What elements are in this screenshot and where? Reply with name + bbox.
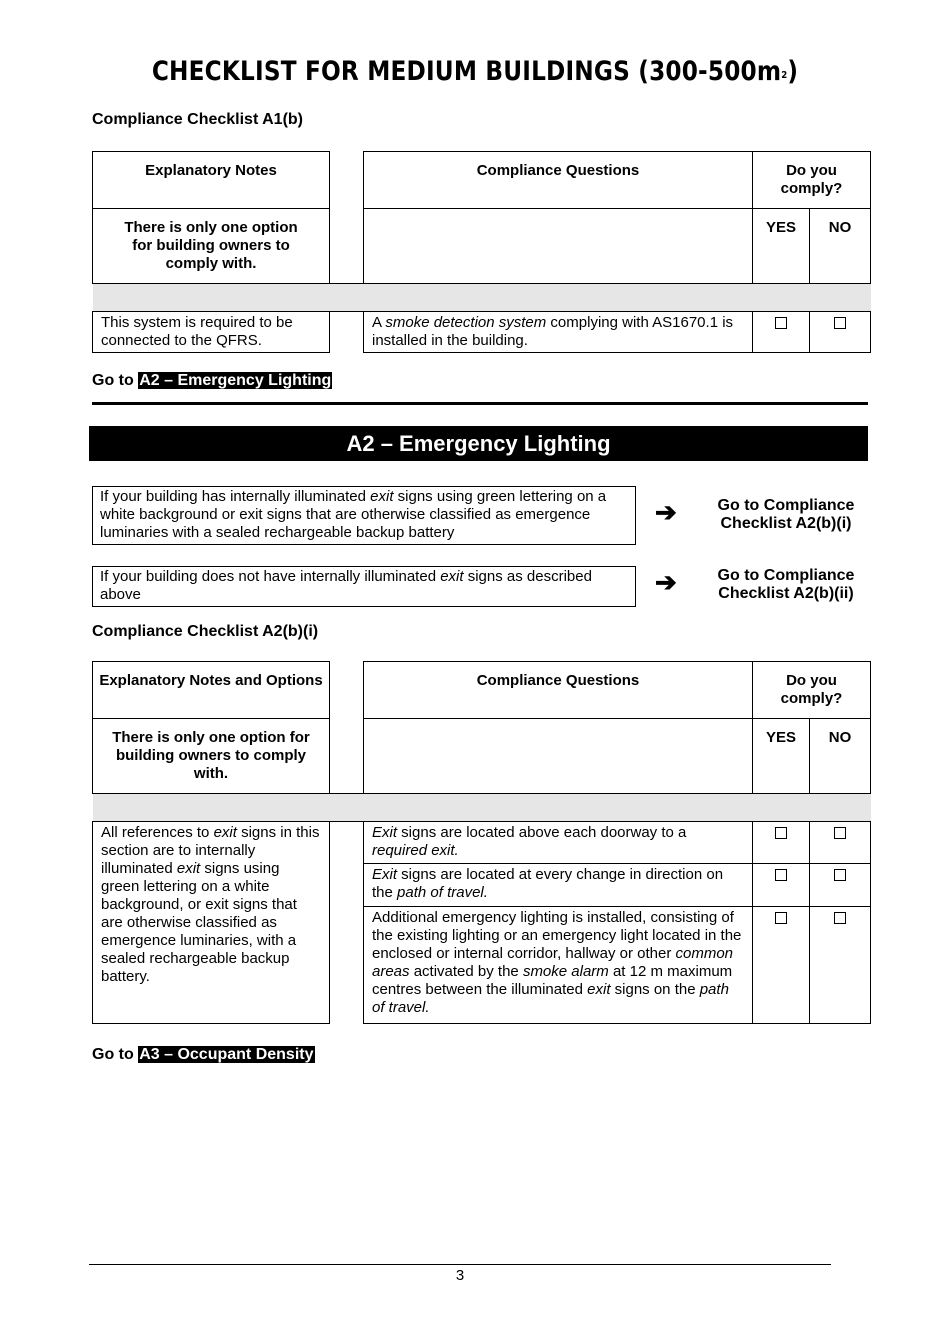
header-do-you-comply: Do you comply? [753, 152, 871, 209]
page-title: CHECKLIST FOR MEDIUM BUILDINGS $(300-500m^2)$ [151, 56, 799, 87]
condition-box-1: If your building has internally illuminated exit signs using green lettering on a white background or exit signs that are otherwise classified as emergence luminaries with a sealed rechargeable backup battery [92, 486, 636, 545]
section-banner: A2 – Emergency Lighting [89, 426, 868, 461]
no-checkbox[interactable] [834, 912, 846, 924]
no-label: NO [810, 719, 871, 794]
no-checkbox[interactable] [834, 827, 846, 839]
row-note: This system is required to be connected to the QFRS. [93, 312, 330, 353]
question-3: Additional emergency lighting is installed, consisting of the existing lighting or an emergency light located in the enclosed or internal corridor, hallway or other common areas activated by the smoke alarm at 12 m maximum centres between the illuminated exit signs on the path of travel. [364, 907, 753, 1024]
row-question: A smoke detection system complying with AS1670.1 is installed in the building. [364, 312, 753, 353]
page-number: 3 [455, 1267, 465, 1284]
header-explanatory-notes: Explanatory Notes [93, 152, 330, 209]
section-heading-a2bi: Compliance Checklist A2(b)(i) [92, 623, 319, 640]
question-2: Exit signs are located at every change in direction on the path of travel. [364, 864, 753, 907]
yes-label: YES [753, 209, 810, 284]
section-divider [92, 402, 868, 405]
arrow-right-icon: ➔ [655, 497, 677, 527]
goto-checklist-a2bii[interactable]: Go to Compliance Checklist A2(b)(ii) [717, 567, 855, 602]
yes-checkbox[interactable] [775, 869, 787, 881]
goto-link-a2[interactable]: Go to A2 – Emergency Lighting [92, 372, 332, 389]
no-label: NO [810, 209, 871, 284]
header-compliance-questions: Compliance Questions [364, 152, 753, 209]
header-compliance-questions: Compliance Questions [364, 662, 753, 719]
header-do-you-comply: Do you comply? [753, 662, 871, 719]
footer-rule [89, 1264, 831, 1265]
yes-checkbox[interactable] [775, 912, 787, 924]
no-checkbox[interactable] [834, 317, 846, 329]
question-1: Exit signs are located above each doorway to a required exit. [364, 822, 753, 864]
option-note: There is only one option for building owners to comply with. [93, 209, 330, 284]
option-note: There is only one option for building owners to comply with. [93, 719, 330, 794]
goto-checklist-a2bi[interactable]: Go to Compliance Checklist A2(b)(i) [717, 497, 855, 532]
yes-checkbox[interactable] [775, 827, 787, 839]
checklist-a1b-table [92, 151, 871, 353]
condition-box-2: If your building does not have internally illuminated exit signs as described above [92, 566, 636, 607]
section-heading-a1b: Compliance Checklist A1(b) [92, 111, 304, 128]
no-checkbox[interactable] [834, 869, 846, 881]
checklist-a2bi-table [92, 661, 871, 1024]
header-explanatory-notes: Explanatory Notes and Options [93, 662, 330, 719]
explanatory-note-text: All references to exit signs in this section are to internally illuminated exit signs using green lettering on a white background, or exit signs that are otherwise classified as emergence luminaries, with a sealed rechargeable backup battery. [93, 822, 330, 1024]
yes-label: YES [753, 719, 810, 794]
goto-link-a3[interactable]: Go to A3 – Occupant Density [92, 1046, 314, 1063]
arrow-right-icon: ➔ [655, 567, 677, 597]
yes-checkbox[interactable] [775, 317, 787, 329]
